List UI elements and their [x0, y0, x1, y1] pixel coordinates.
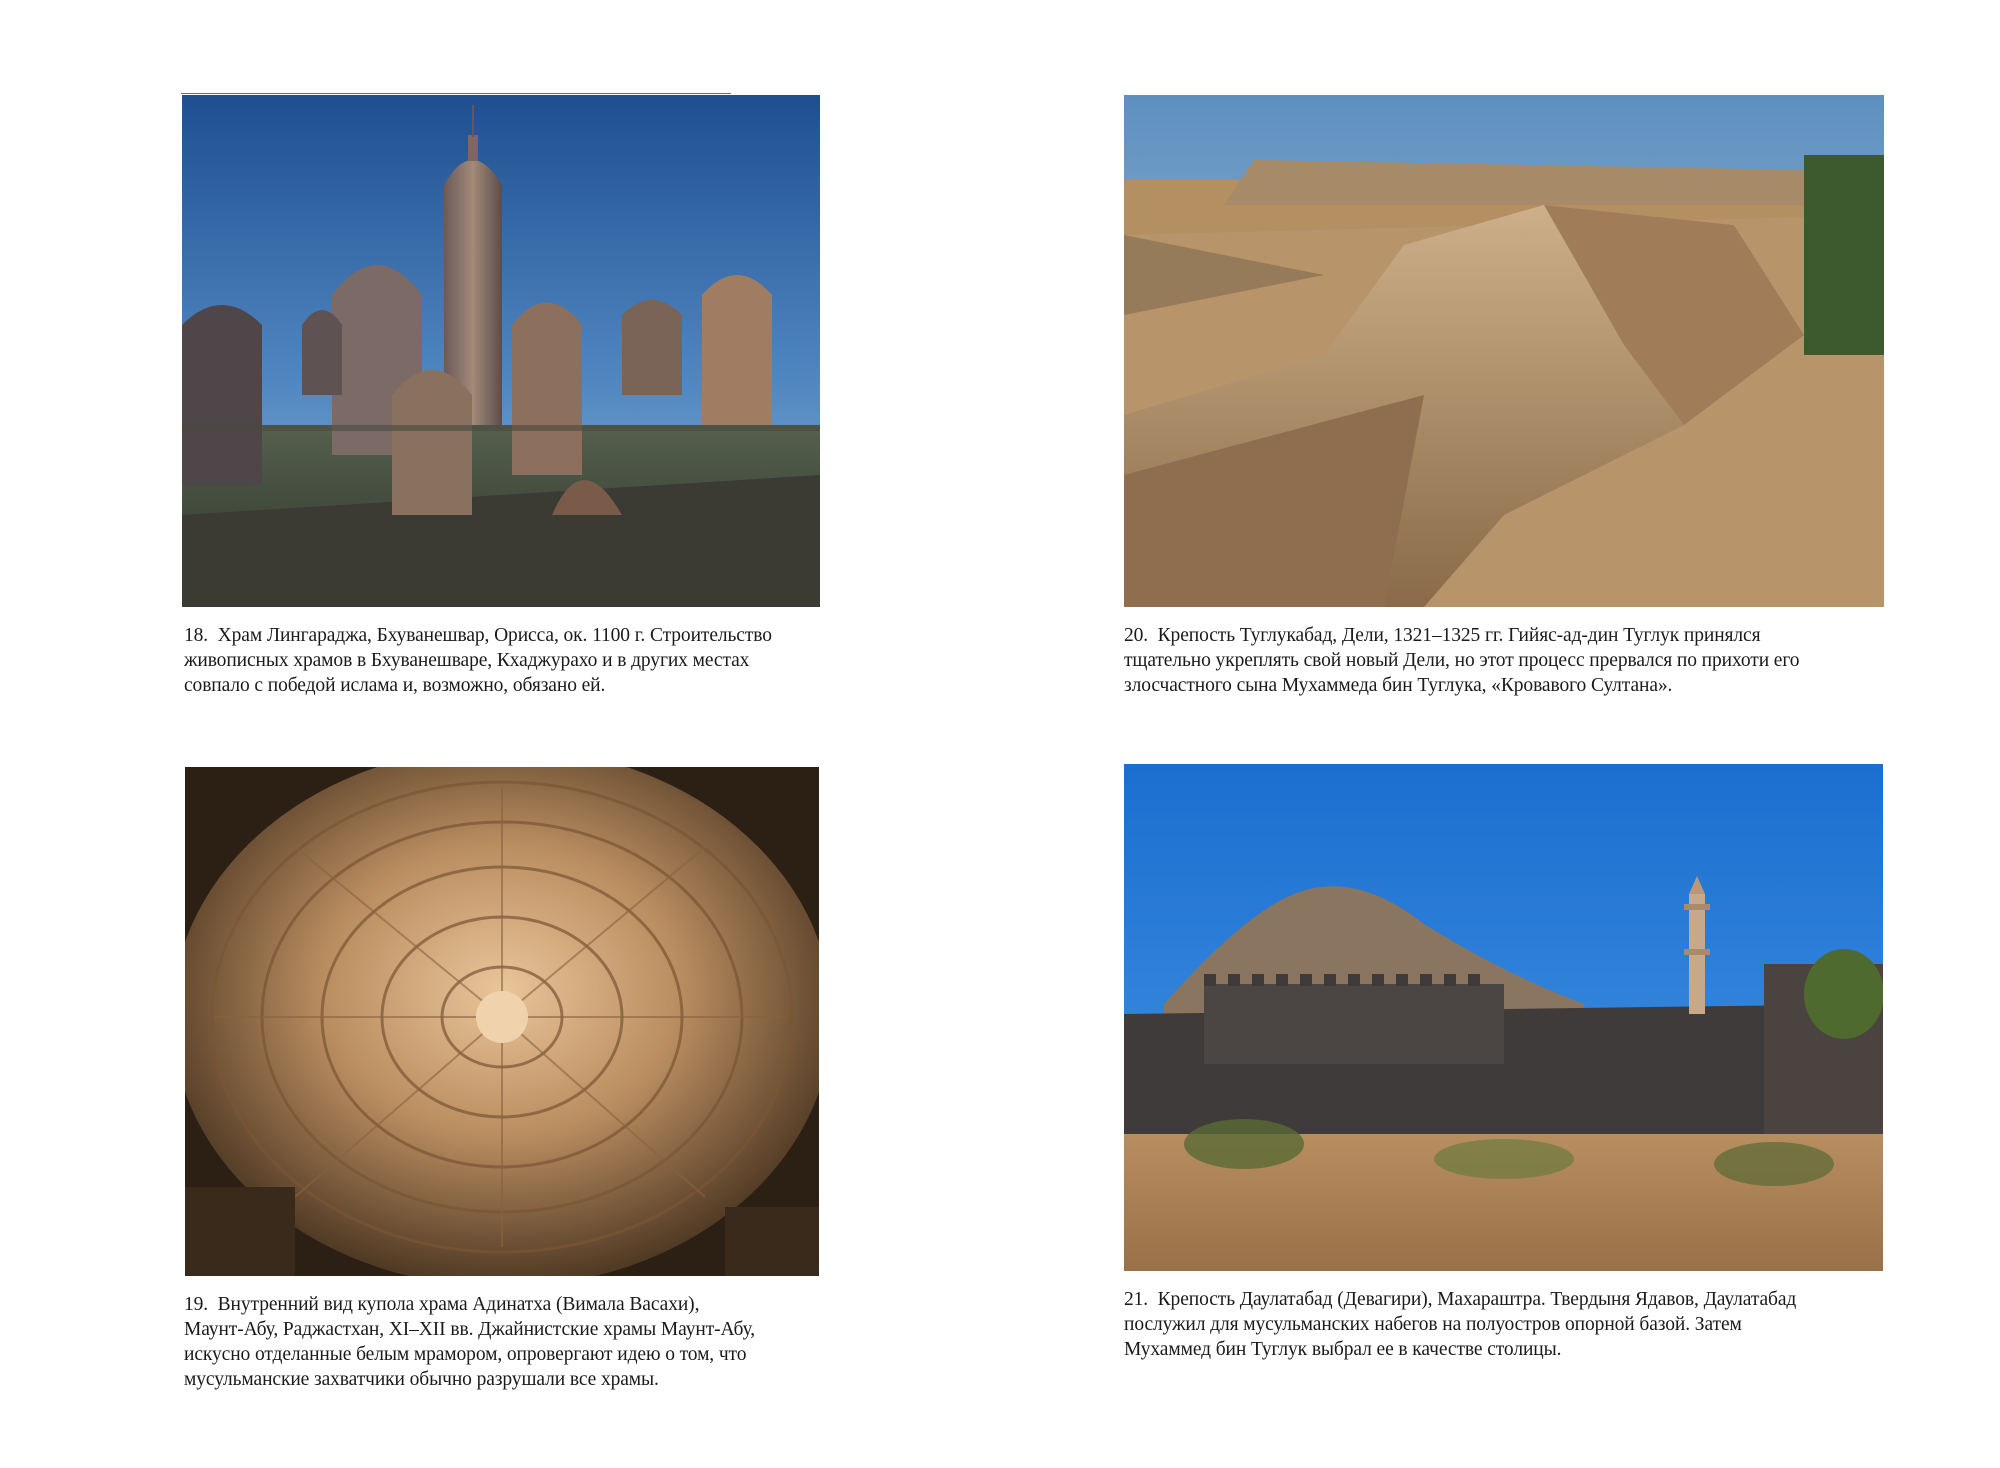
caption-figure-20 [1124, 623, 1799, 698]
caption-line: Внутренний вид купола храма Адинатха (Вимала Васахи), [217, 1294, 700, 1315]
caption-line: Маунт-Абу, Раджастхан, XI–XII вв. Джайнистские храмы Маунт-Абу, [184, 1319, 756, 1340]
figure-number: 20. [1124, 625, 1149, 646]
top-rule [181, 93, 731, 94]
caption-line: послужил для мусульманских набегов на полуостров опорной базой. Затем [1124, 1314, 1742, 1335]
caption-figure-18 [184, 623, 772, 698]
figure-number: 19. [184, 1294, 209, 1315]
figure-number: 18. [184, 625, 209, 646]
caption-line: Мухаммед бин Туглук выбрал ее в качестве столицы. [1124, 1339, 1562, 1360]
caption-figure-21 [1124, 1287, 1796, 1362]
caption-line: Крепость Даулатабад (Девагири), Махараштра. Твердыня Ядавов, Даулатабад [1157, 1289, 1797, 1310]
caption-line: тщательно укреплять свой новый Дели, но этот процесс прервался по прихоти его [1124, 650, 1800, 671]
caption-line: Храм Лингараджа, Бхуванешвар, Орисса, ок. 1100 г. Строительство [217, 625, 772, 646]
caption-line: Крепость Туглукабад, Дели, 1321–1325 гг. Гийяс-ад-дин Туглук принялся [1157, 625, 1761, 646]
caption-line: совпало с победой ислама и, возможно, обязано ей. [184, 675, 606, 696]
caption-line: живописных храмов в Бхуванешваре, Кхаджурахо и в других местах [184, 650, 750, 671]
caption-line: злосчастного сына Мухаммеда бин Туглука, «Кровавого Султана». [1124, 675, 1673, 696]
photo-adinatha-dome [185, 767, 819, 1276]
caption-line: мусульманские захватчики обычно разрушали все храмы. [184, 1369, 659, 1390]
caption-figure-19 [184, 1292, 755, 1392]
photo-daulatabad-fort [1124, 764, 1883, 1271]
photo-tughlaqabad-fort [1124, 95, 1884, 607]
figure-number: 21. [1124, 1289, 1149, 1310]
caption-line: искусно отделанные белым мрамором, опровергают идею о том, что [184, 1344, 747, 1365]
photo-lingaraja-temple [182, 95, 820, 607]
